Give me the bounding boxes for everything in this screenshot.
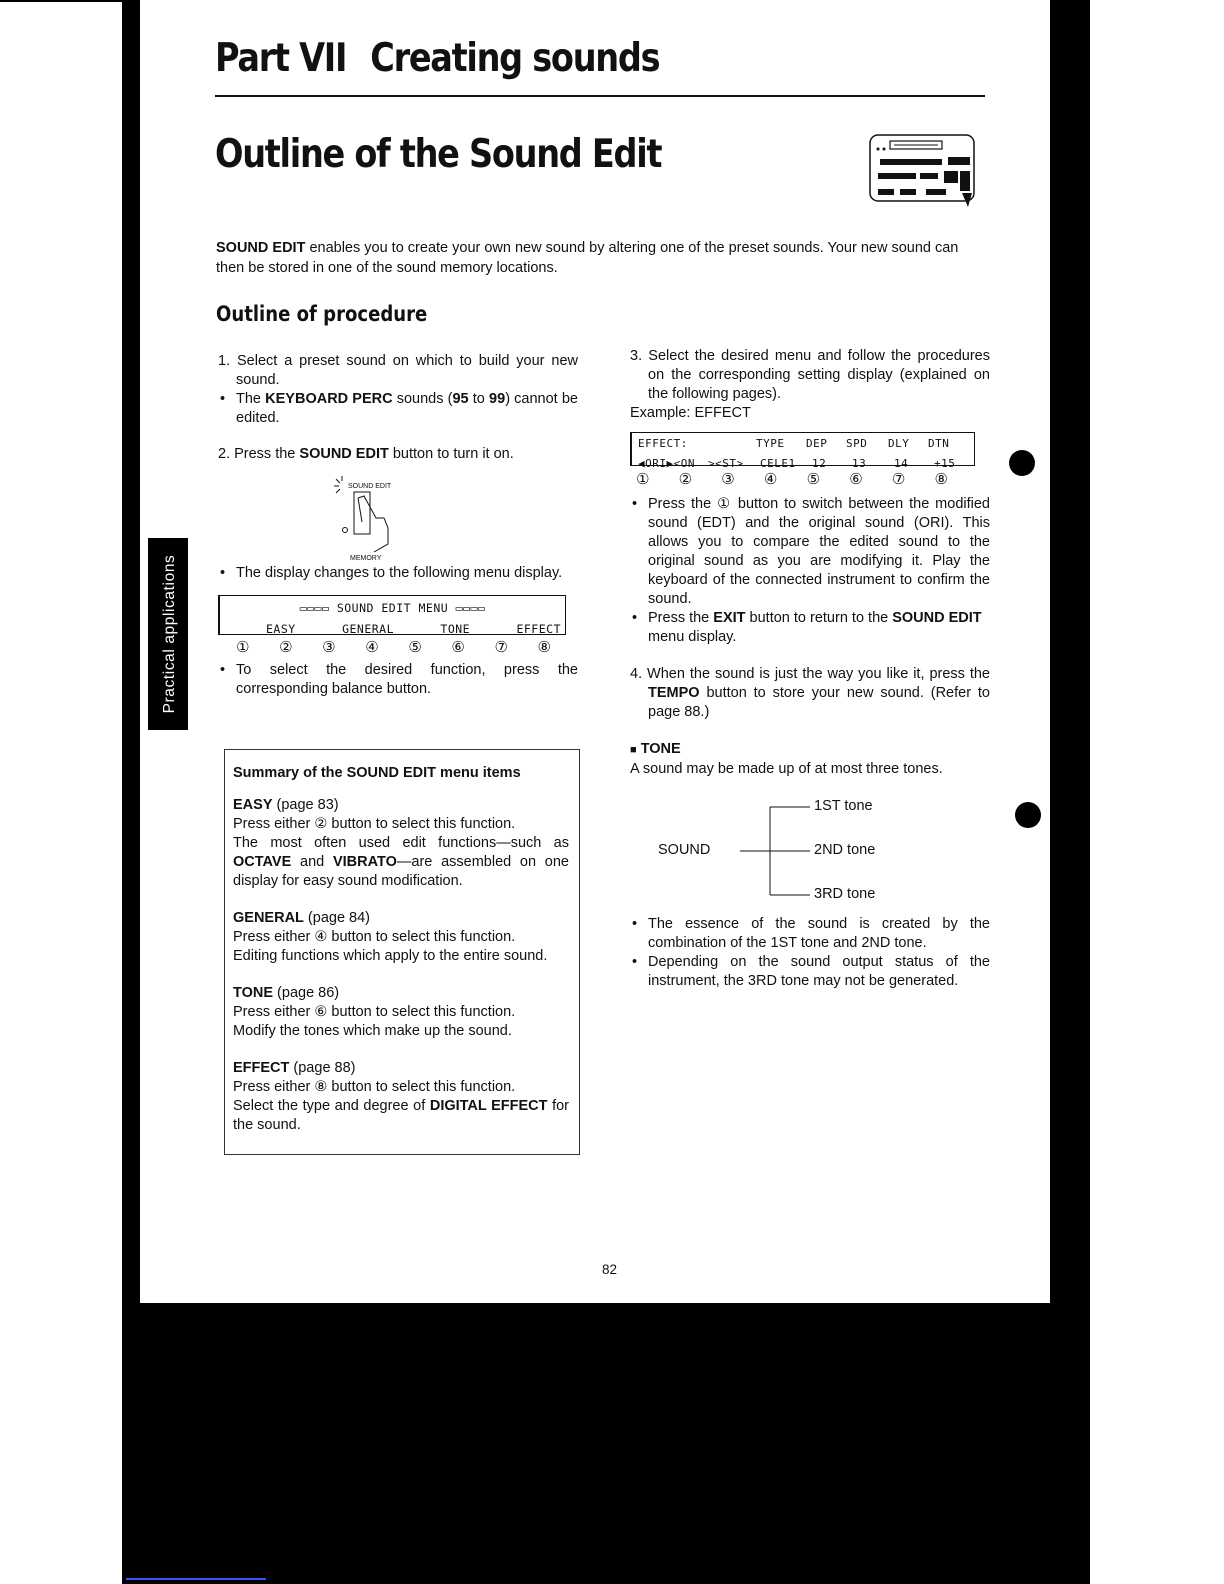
menu-item-effect: EFFECT [516,622,561,636]
square-bullet-icon: ■ [630,744,637,756]
button-number: ① [236,639,250,656]
step-2: 2. Press the SOUND EDIT button to turn it on. [218,446,514,462]
intro-paragraph: SOUND EDIT enables you to create your own new sound by altering one of the preset sounds. Your new sound can then be stored in one of the sound memory locations. [216,240,959,276]
button-number: ⑥ [451,639,465,656]
button-number: ⑤ [408,639,422,656]
binder-hole [1015,802,1041,828]
button-number: ④ [763,471,778,488]
button-number: ② [279,639,293,656]
section-title: Outline of the Sound Edit [215,132,662,177]
menu-display-title: SOUND EDIT MENU [336,601,449,615]
step-2-note-1: • The display changes to the following menu display. [218,564,578,583]
button-number: ⑤ [806,471,821,488]
page-number: 82 [602,1262,618,1277]
tone-2nd-label: 2ND tone [814,842,876,858]
summary-effect: EFFECT (page 88) Press either ⑧ button to select this function. Select the type and degree of DIGITAL EFFECT for the sound. [233,1060,569,1133]
menu-item-tone: TONE [440,622,471,636]
part-title: Part VII Creating sounds [215,36,660,81]
effect-st: ><ST> [708,457,744,470]
tone-note-1: • The essence of the sound is created by the combination of the 1ST tone and 2ND tone. [630,915,990,953]
effect-dep-value: 12 [812,457,827,470]
effect-type-value: CELE1 [760,457,796,470]
memory-label: MEMORY [350,555,382,562]
effect-display [630,432,975,470]
effect-col-spd: SPD [846,437,868,450]
effect-col-type: TYPE [756,437,785,450]
tone-diagram [630,787,990,905]
step-3: 3. Select the desired menu and follow the procedures on the corresponding setting display (explained on the following pages). [630,348,990,402]
button-number: ③ [721,471,735,488]
effect-label: EFFECT: [638,437,688,450]
tone-intro: A sound may be made up of at most three tones. [630,761,943,777]
menu-button-numbers [236,638,551,657]
bottom-link-underline [126,1578,266,1580]
button-number: ⑦ [891,471,906,488]
document-page [140,0,1050,1303]
button-number: ② [678,471,693,488]
effect-col-dly: DLY [888,437,910,450]
tone-note-2: • Depending on the sound output status of the instrument, the 3RD tone may not be generated. [630,953,990,991]
button-number: ⑦ [494,639,508,656]
summary-general: GENERAL (page 84) Press either ④ button to select this function. Editing functions which apply to the entire sound. [233,910,548,964]
sound-edit-button-illustration [328,474,428,560]
button-number: ⑧ [934,471,948,488]
step-3-note-2: • Press the EXIT button to return to the SOUND EDIT menu display. [630,609,990,647]
summary-box [224,749,580,1155]
sound-edit-label: SOUND EDIT [348,483,392,490]
step-1: 1. Select a preset sound on which to build your new sound. [218,353,578,388]
button-number: ⑥ [849,471,863,488]
button-number: ④ [365,639,379,656]
sound-edit-menu-display: ▭▭▭▭ SOUND EDIT MENU ▭▭▭▭ EASY GENERAL TONE EFFECT [218,595,566,635]
effect-ori-on: ◀ORI▶<ON [638,457,695,470]
side-tab [148,538,188,730]
menu-item-easy: EASY [266,622,296,636]
summary-tone: TONE (page 86) Press either ⑥ button to select this function. Modify the tones which make up the sound. [233,985,516,1039]
procedure-title: Outline of procedure [216,302,428,326]
step-3-note-1: • Press the ① button to switch between the modified sound (EDT) and the original sound (ORI). This allows you to compare the edited sound to the original sound as you are modifying it. Play the keyboard of the connected instrument to confirm the sound. [630,495,990,609]
tone-3rd-label: 3RD tone [814,886,876,902]
tone-sound-label: SOUND [658,842,711,858]
side-tab-label: Practical applications [161,554,178,714]
effect-dtn-value: +15 [934,457,956,470]
left-column [218,352,578,699]
step-1-note: • The KEYBOARD PERC sounds (95 to 99) cannot be edited. [218,390,578,428]
summary-title: Summary of the SOUND EDIT menu items [233,765,521,781]
step-2-note-2: • To select the desired function, press the corresponding balance button. [218,661,578,699]
keyboard-device-icon [868,133,976,207]
right-column [630,347,990,991]
effect-example-label: Example: EFFECT [630,405,751,421]
menu-item-general: GENERAL [342,622,395,636]
tone-1st-label: 1ST tone [814,798,873,814]
effect-col-dtn: DTN [928,437,950,450]
effect-dly-value: 14 [894,457,909,470]
effect-spd-value: 13 [852,457,867,470]
header-rule [215,95,985,97]
button-number: ① [636,471,650,488]
step-4: 4. When the sound is just the way you like it, press the TEMPO button to store your new sound. (Refer to page 88.) [630,666,990,720]
tone-heading: ■ TONE [630,741,681,757]
button-number: ③ [322,639,336,656]
button-number: ⑧ [537,639,551,656]
binder-hole [1009,450,1035,476]
effect-col-dep: DEP [806,437,828,450]
summary-easy: EASY (page 83) Press either ② button to select this function. The most often used edit functions—such as OCTAVE and VIBRATO—are assembled on one display for easy sound modification. [233,797,569,889]
